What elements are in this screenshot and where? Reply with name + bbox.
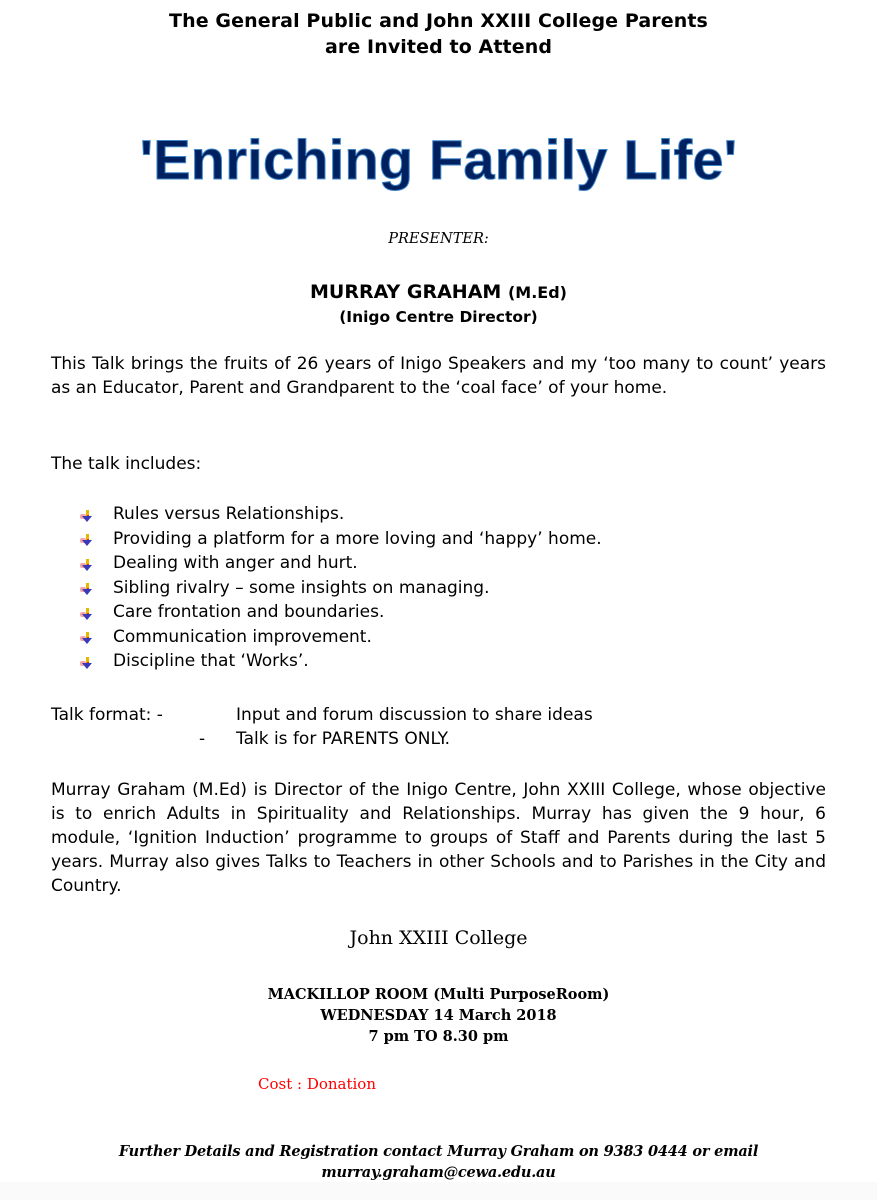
invitation-line-1: The General Public and John XXIII College Parents: [169, 10, 708, 32]
list-item: [80, 551, 602, 576]
list-item: [80, 649, 602, 674]
venue-room: MACKILLOP ROOM (Multi PurposeRoom): [267, 986, 610, 1003]
venue-time: 7 pm TO 8.30 pm: [368, 1028, 509, 1045]
contact-email-link[interactable]: murray.graham@cewa.edu.au: [321, 1164, 556, 1181]
list-item: [80, 527, 602, 552]
bio-paragraph: Murray Graham (M.Ed) is Director of the Inigo Centre, John XXIII College, whose objective is to enrich Adults in Spirituality and Relationships. Murray has given the 9 hour, 6 module, ‘Ignition Induction’ programme to groups of Staff and Parents during the last 5 years. Murray also gives Talks to Teachers in other Schools and to Parishes in the City and Country.: [51, 780, 826, 896]
down-arrow-icon: [80, 533, 94, 547]
topic-text: Rules versus Relationships.: [113, 504, 345, 524]
down-arrow-icon: [80, 656, 94, 670]
topic-text: Dealing with anger and hurt.: [113, 553, 358, 573]
event-title: 'Enriching Family Life': [139, 128, 738, 191]
down-arrow-icon: [80, 509, 94, 523]
down-arrow-icon: [80, 582, 94, 596]
invitation-line-2: are Invited to Attend: [324, 36, 553, 58]
cost-label: Cost : Donation: [258, 1075, 377, 1093]
down-arrow-icon: [80, 558, 94, 572]
includes-label: The talk includes:: [51, 454, 202, 474]
topic-text: Communication improvement.: [113, 626, 372, 647]
contact-text: Further Details and Registration contact Murray Graham on 9383 0444 or email: [118, 1143, 759, 1160]
presenter-name-line: [0, 279, 877, 306]
topics-list: [80, 502, 602, 674]
page-bottom-edge: [0, 1182, 877, 1200]
down-arrow-icon: [80, 607, 94, 621]
presenter-name: MURRAY GRAHAM: [310, 281, 502, 303]
presenter-label: PRESENTER:: [388, 231, 489, 247]
presenter-role: (Inigo Centre Director): [339, 308, 538, 326]
topic-text: Sibling rivalry – some insights on managing.: [113, 577, 490, 598]
topic-text: Care frontation and boundaries.: [113, 602, 385, 622]
list-item: [80, 600, 602, 625]
college-name: John XXIII College: [349, 927, 528, 949]
list-item: [80, 625, 602, 650]
contact-details: [0, 1141, 877, 1183]
invitation-header: [0, 8, 877, 60]
down-arrow-icon: [80, 631, 94, 645]
venue-details: [0, 984, 877, 1047]
list-item: [80, 576, 602, 601]
talk-format-label: Talk format: -: [51, 705, 163, 725]
talk-format-item: Talk is for PARENTS ONLY.: [236, 729, 451, 749]
topic-text: Discipline that ‘Works’.: [113, 651, 309, 671]
talk-format-dash: -: [199, 729, 206, 749]
venue-date: WEDNESDAY 14 March 2018: [320, 1007, 557, 1024]
presenter-degree: (M.Ed): [507, 283, 567, 302]
topic-text: Providing a platform for a more loving and ‘happy’ home.: [113, 528, 602, 549]
list-item: [80, 502, 602, 527]
intro-paragraph: This Talk brings the fruits of 26 years of Inigo Speakers and my ‘too many to count’ years as an Educator, Parent and Grandparent to the ‘coal face’ of your home.: [51, 354, 826, 398]
talk-format-item: Input and forum discussion to share ideas: [236, 705, 593, 725]
